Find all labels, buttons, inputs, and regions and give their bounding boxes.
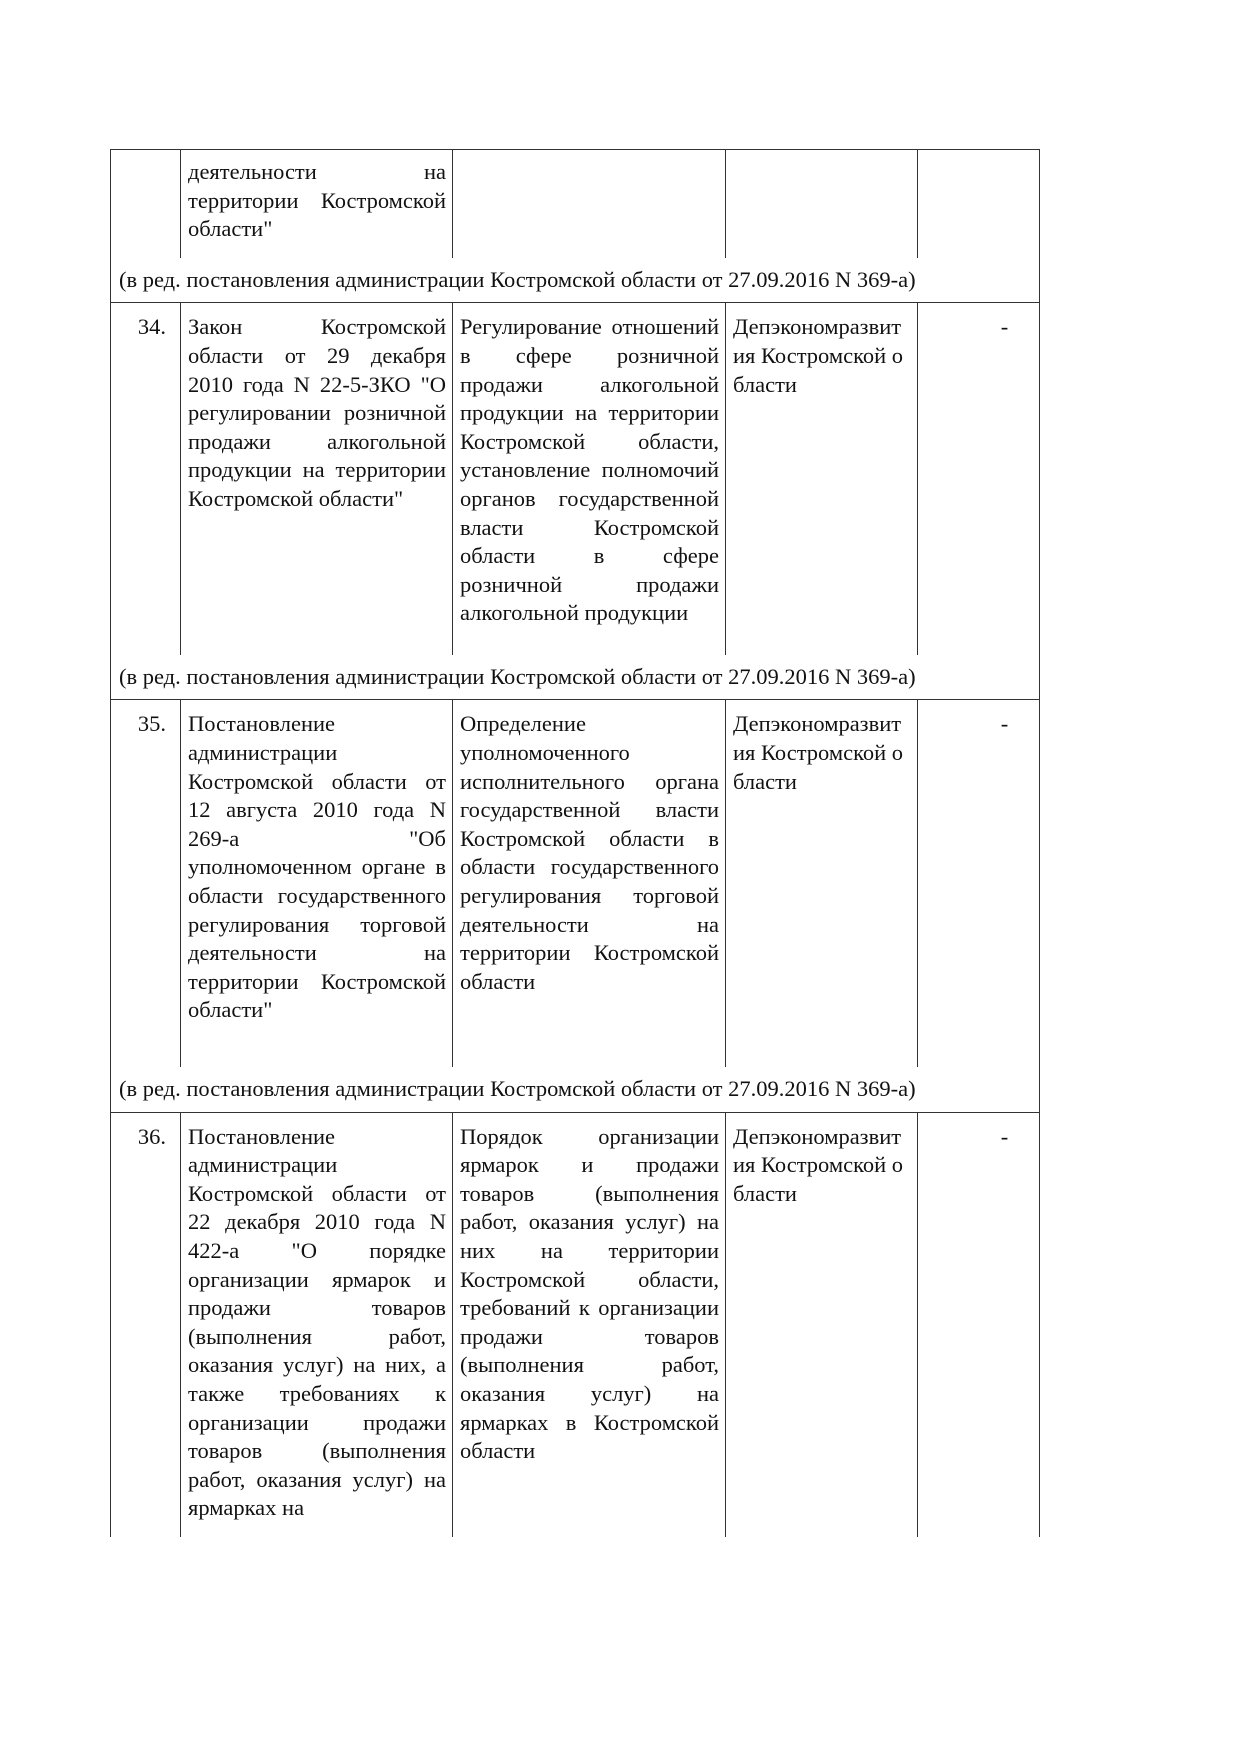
cell-organization: Депэкономразвития Костромской области [726,303,918,655]
cell-subject: Порядок организации ярмарок и продажи товаров (выполнения работ, оказания услуг) на них на территории Костромской области, требований к организации продажи товаров (выполнения работ, оказания услуг) на ярмарках в Костромской области [453,1112,726,1537]
cell-document: Закон Костромской области от 29 декабря 2010 года N 22-5-ЗКО "О регулировании розничной продажи алкогольной продукции на территории Костромской области" [181,303,453,655]
cell-organization: Депэкономразвития Костромской области [726,700,918,1067]
cell-subject: Регулирование отношений в сфере розничной продажи алкогольной продукции на территории Костромской области, установление полномочий органов государственной власти Костромской области в сфере розничной продажи алкогольной продукции [453,303,726,655]
amendment-note: (в ред. постановления администрации Костромской области от 27.09.2016 N 369-а) [111,258,1040,303]
cell-document: Постановление администрации Костромской области от 12 августа 2010 года N 269-а "Об уполномоченном органе в области государственного регулирования торговой деятельности на территории Костромской области" [181,700,453,1067]
amendment-row [111,1067,1040,1112]
amendment-row [111,655,1040,700]
table-row [111,700,1040,1067]
cell-note: - [918,1112,1040,1537]
cell-number: 34. [111,303,181,655]
cell-organization: Депэкономразвития Костромской области [726,1112,918,1537]
cell-document: Постановление администрации Костромской области от 22 декабря 2010 года N 422-а "О порядке организации ярмарок и продажи товаров (выполнения работ, оказания услуг) на них, а также требованиях к организации продажи товаров (выполнения работ, оказания услуг) на ярмарках на [181,1112,453,1537]
cell-subject [453,150,726,258]
cell-document: деятельности на территории Костромской области" [181,150,453,258]
table-row-continuation [111,150,1040,258]
cell-number: 35. [111,700,181,1067]
legal-acts-table [110,149,1040,1537]
document-page [110,149,1039,1537]
amendment-row [111,258,1040,303]
table-row [111,303,1040,655]
amendment-note: (в ред. постановления администрации Костромской области от 27.09.2016 N 369-а) [111,655,1040,700]
table-row [111,1112,1040,1537]
cell-note: - [918,700,1040,1067]
cell-organization [726,150,918,258]
cell-number [111,150,181,258]
cell-number: 36. [111,1112,181,1537]
cell-note: - [918,303,1040,655]
cell-note [918,150,1040,258]
cell-subject: Определение уполномоченного исполнительного органа государственной власти Костромской области в области государственного регулирования торговой деятельности на территории Костромской области [453,700,726,1067]
amendment-note: (в ред. постановления администрации Костромской области от 27.09.2016 N 369-а) [111,1067,1040,1112]
